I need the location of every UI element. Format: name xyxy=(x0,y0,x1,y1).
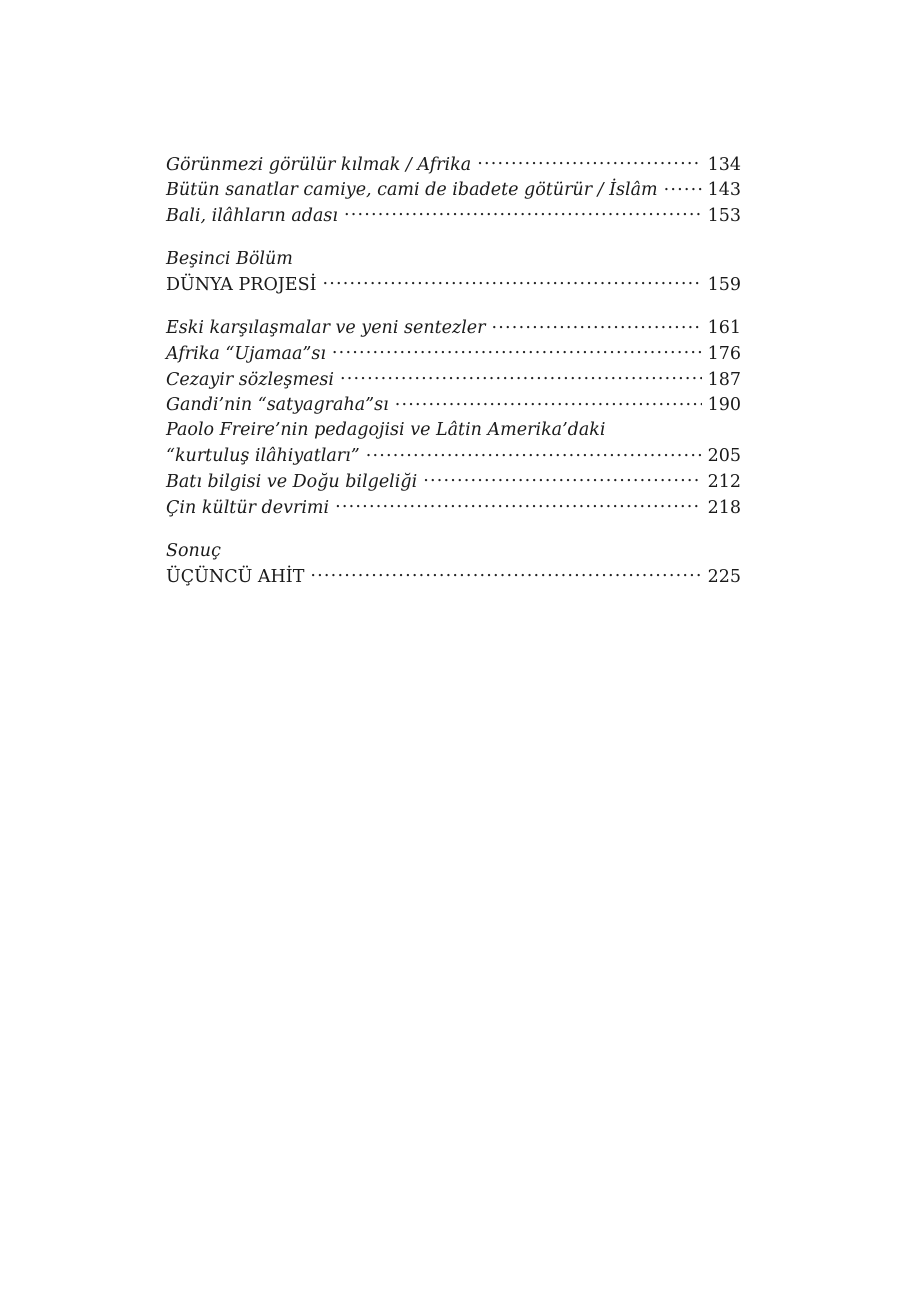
toc-entry-page: 159 xyxy=(707,274,741,295)
dot-leader xyxy=(477,152,701,170)
toc-entry-page: 176 xyxy=(707,344,741,365)
toc-entry-title: Batı bilgisi ve Doğu bilgeliği xyxy=(166,472,418,493)
part-title: DÜNYA PROJESİ xyxy=(166,274,317,295)
part-label: Beşinci Bölüm xyxy=(166,248,293,269)
dot-leader xyxy=(423,470,701,488)
toc-entry-cezayir xyxy=(166,367,741,393)
toc-entry-bati-dogu xyxy=(166,470,741,496)
toc-entry-conclusion-title xyxy=(166,564,741,590)
dot-leader xyxy=(310,564,701,582)
toc-entry-title: Gandi’nin “satyagraha”sı xyxy=(166,395,389,416)
dot-leader xyxy=(395,393,702,411)
toc-entry-bali xyxy=(166,203,741,229)
toc-entry-page: 161 xyxy=(707,318,741,339)
spacer xyxy=(166,229,741,247)
toc-entry-page: 218 xyxy=(707,497,741,518)
toc-entry-page: 190 xyxy=(707,395,741,416)
dot-leader xyxy=(366,444,702,462)
toc-entry-islam xyxy=(166,178,741,204)
dot-leader xyxy=(322,272,701,290)
toc-entry-ujamaa xyxy=(166,342,741,368)
toc-entry-satyagraha xyxy=(166,393,741,419)
dot-leader xyxy=(344,203,702,221)
conclusion-label: Sonuç xyxy=(166,540,221,561)
toc-entry-page: 187 xyxy=(707,369,741,390)
toc-entry-page: 143 xyxy=(707,180,741,201)
toc-entry-afrika xyxy=(166,152,741,178)
dot-leader xyxy=(340,367,702,385)
dot-leader xyxy=(664,178,702,196)
toc-entry-page: 225 xyxy=(707,566,741,587)
toc-entry-freire-line1 xyxy=(166,418,741,444)
toc-entry-title: Görünmezi görülür kılmak / Afrika xyxy=(166,154,472,175)
toc-entry-freire-line2 xyxy=(166,444,741,470)
toc-entry-cin xyxy=(166,495,741,521)
toc-entry-page: 205 xyxy=(707,446,741,467)
dot-leader xyxy=(335,495,701,513)
dot-leader xyxy=(492,316,702,334)
spacer xyxy=(166,521,741,539)
spacer xyxy=(166,298,741,316)
conclusion-title: ÜÇÜNCÜ AHİT xyxy=(166,566,305,587)
toc-entry-title: Bali, ilâhların adası xyxy=(166,205,338,226)
toc-entry-page: 153 xyxy=(707,205,741,226)
toc-entry-part-title xyxy=(166,272,741,298)
toc-entry-title: “kurtuluş ilâhiyatları” xyxy=(166,446,360,467)
toc-entry-page: 212 xyxy=(707,472,741,493)
dot-leader xyxy=(332,342,702,360)
toc-entry-title: Çin kültür devrimi xyxy=(166,497,330,518)
toc-entry-title: Paolo Freire’nin pedagojisi ve Lâtin Amerika’daki xyxy=(166,420,606,441)
toc-entry-page: 134 xyxy=(707,154,741,175)
table-of-contents xyxy=(166,152,741,590)
toc-entry-title: Cezayir sözleşmesi xyxy=(166,369,335,390)
toc-entry-title: Eski karşılaşmalar ve yeni sentezler xyxy=(166,318,486,339)
toc-entry-sentezler xyxy=(166,316,741,342)
toc-entry-title: Bütün sanatlar camiye, cami de ibadete götürür / İslâm xyxy=(166,180,658,201)
toc-entry-title: Afrika “Ujamaa”sı xyxy=(166,344,326,365)
